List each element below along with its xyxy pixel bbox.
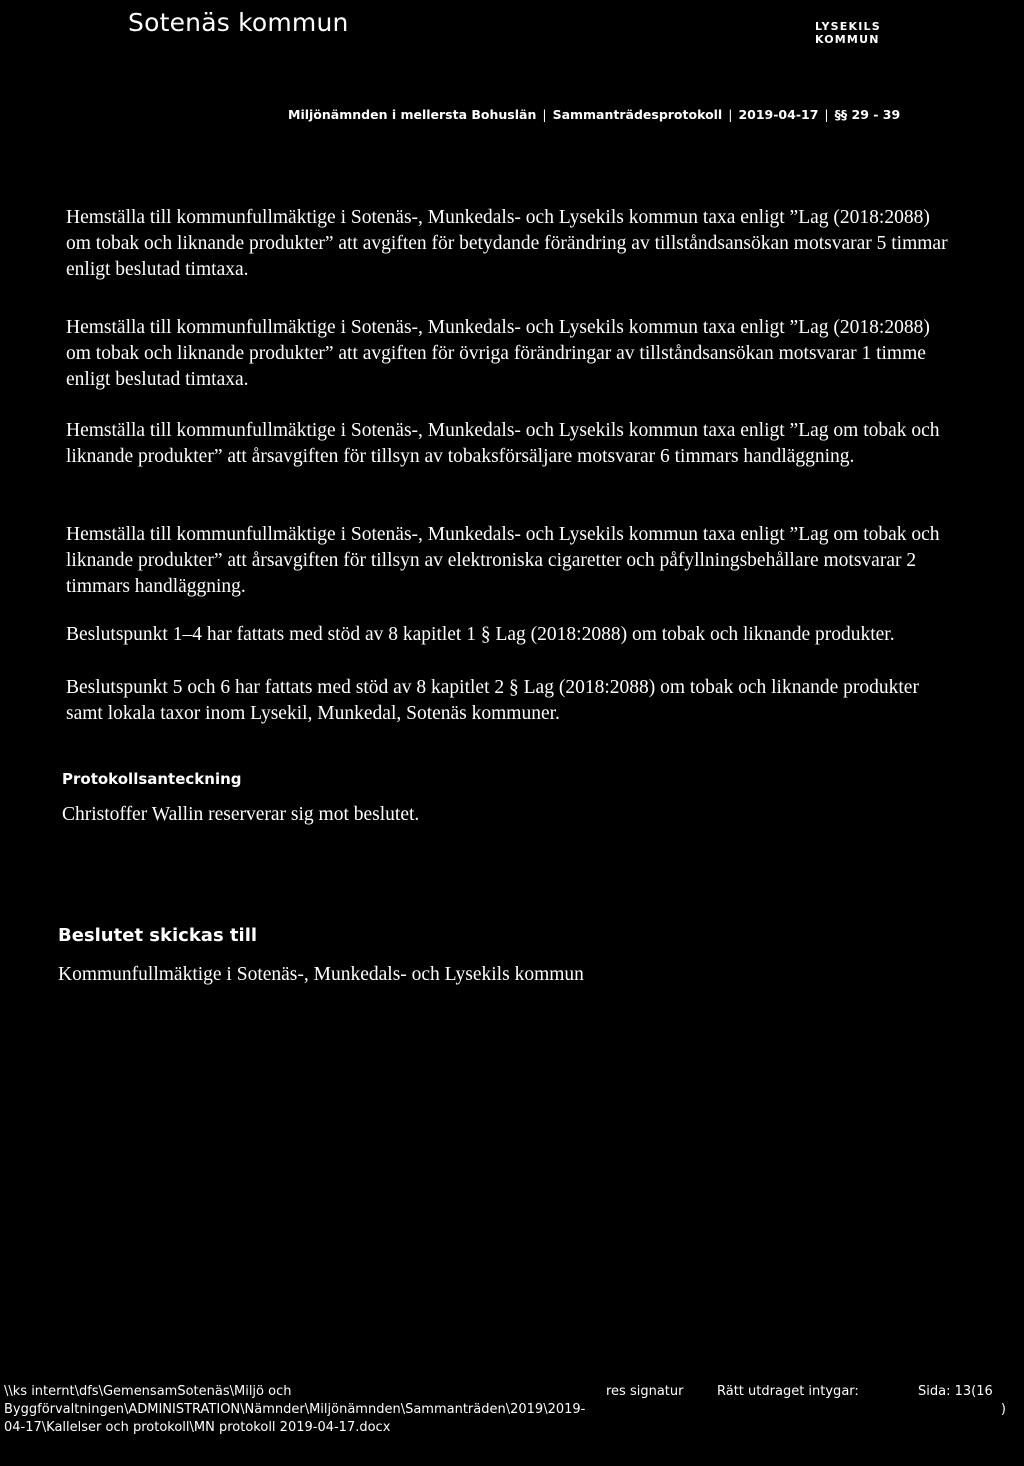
- file-path: \\ks internt\dfs\GemensamSotenäs\Miljö och Byggförvaltningen\ADMINISTRATION\Nämnder\Miljönämnden\Sammanträden\2019\2019-04-17\Kallelser och protokoll\MN protokoll 2019-04-17.docx: [4, 1384, 586, 1435]
- section-range: §§ 29 - 39: [834, 107, 901, 122]
- header-separator: |: [824, 107, 829, 122]
- legal-basis-paragraph: Beslutspunkt 1–4 har fattats med stöd av 8 kapitlet 1 § Lag (2018:2088) om tobak och liknande produkter.: [66, 624, 895, 645]
- beslutet-skickas-heading: Beslutet skickas till: [58, 925, 258, 946]
- signature-label: res signatur: [606, 1384, 684, 1399]
- protokollsanteckning-text: Christoffer Wallin reserverar sig mot beslutet.: [62, 804, 420, 825]
- certify-label: Rätt utdraget intygar:: [717, 1384, 859, 1399]
- beslutet-skickas-text: Kommunfullmäktige i Sotenäs-, Munkedals- och Lysekils kommun: [58, 964, 584, 985]
- decision-paragraph: Hemställa till kommunfullmäktige i Sotenäs-, Munkedals- och Lysekils kommun taxa enligt ”Lag om tobak och liknande produkter” att årsavgiften för tillsyn av tobaksförsäljare motsvarar 6 timmars handläggning.: [66, 420, 940, 467]
- page-number-text: Sida: 13(16: [918, 1384, 993, 1399]
- page-number: [918, 1383, 1006, 1419]
- protokollsanteckning-heading: Protokollsanteckning: [62, 770, 242, 788]
- sotenas-logo: Sotenäs kommun: [128, 8, 349, 37]
- page-number-close: ): [1000, 1402, 1006, 1417]
- legal-basis-paragraph: Beslutspunkt 5 och 6 har fattats med stöd av 8 kapitlet 2 § Lag (2018:2088) om tobak och liknande produkter samt lokala taxor inom Lysekil, Munkedal, Sotenäs kommuner.: [66, 677, 919, 724]
- lysekil-logo-line2: KOMMUN: [815, 33, 880, 46]
- header-separator: |: [542, 107, 547, 122]
- protocol-header: [288, 107, 1018, 122]
- committee-name: Miljönämnden i mellersta Bohuslän: [288, 107, 537, 122]
- lysekil-logo-line1: LYSEKILS: [815, 20, 881, 33]
- decision-paragraph: Hemställa till kommunfullmäktige i Sotenäs-, Munkedals- och Lysekils kommun taxa enligt ”Lag om tobak och liknande produkter” att årsavgiften för tillsyn av elektroniska cigaretter och påfyllningsbehållare motsvarar 2 timmars handläggning.: [66, 524, 940, 597]
- decision-paragraph: Hemställa till kommunfullmäktige i Sotenäs-, Munkedals- och Lysekils kommun taxa enligt ”Lag (2018:2088) om tobak och liknande produkter” att avgiften för betydande förändring av tillståndsansökan motsvarar 5 timmar enligt beslutad timtaxa.: [66, 207, 948, 280]
- meeting-date: 2019-04-17: [738, 107, 819, 122]
- decision-paragraph: Hemställa till kommunfullmäktige i Sotenäs-, Munkedals- och Lysekils kommun taxa enligt ”Lag (2018:2088) om tobak och liknande produkter” att avgiften för övriga förändringar av tillståndsansökan motsvarar 1 timme enligt beslutad timtaxa.: [66, 317, 930, 390]
- header-separator: |: [728, 107, 733, 122]
- lysekil-logo: [815, 20, 881, 46]
- document-type: Sammanträdesprotokoll: [552, 107, 723, 122]
